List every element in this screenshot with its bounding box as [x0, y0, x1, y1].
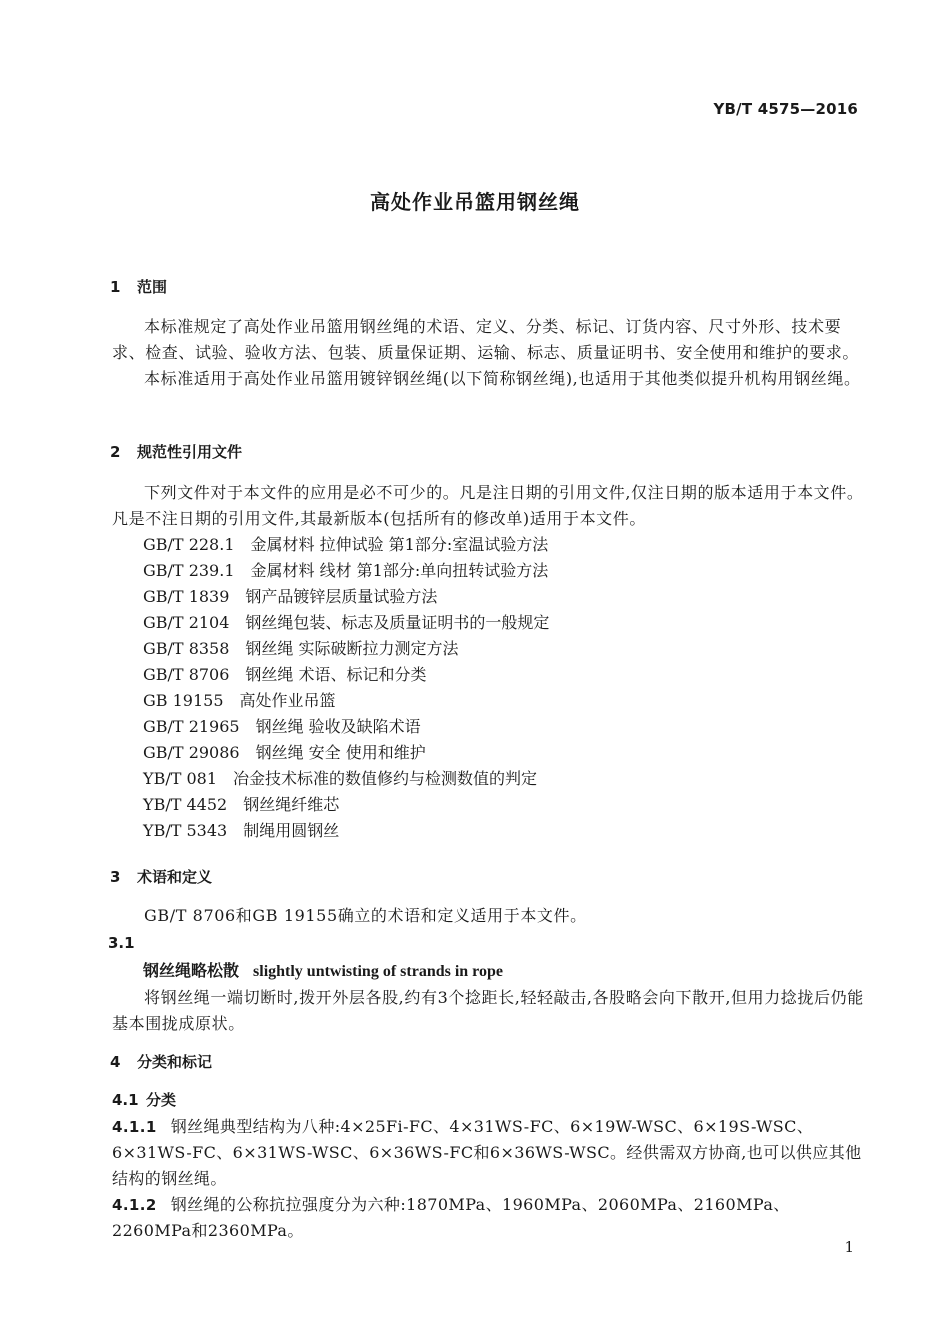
reference-code: GB/T 1839	[143, 587, 230, 606]
reference-title: 冶金技术标准的数值修约与检测数值的判定	[233, 769, 538, 788]
section-2-paragraph-1: 下列文件对于本文件的应用是必不可少的。凡是注日期的引用文件,仅注日期的版本适用于本文件。凡是不注日期的引用文件,其最新版本(包括所有的修改单)适用于本文件。	[112, 483, 864, 528]
normative-reference	[143, 740, 426, 766]
reference-title: 金属材料 拉伸试验 第1部分:室温试验方法	[250, 535, 549, 554]
normative-reference	[143, 558, 548, 584]
reference-title: 钢产品镀锌层质量试验方法	[245, 587, 438, 606]
section-3-paragraph-1: GB/T 8706和GB 19155确立的术语和定义适用于本文件。	[144, 906, 587, 925]
section-title: 范围	[137, 278, 168, 296]
section-title: 规范性引用文件	[137, 443, 243, 461]
section-1-heading	[110, 276, 167, 297]
normative-reference	[143, 584, 437, 610]
section-3-heading	[110, 866, 212, 887]
section-1-paragraph-2: 本标准适用于高处作业吊篮用镀锌钢丝绳(以下简称钢丝绳),也适用于其他类似提升机构用钢丝绳。	[144, 369, 861, 388]
term-definition: 将钢丝绳一端切断时,拨开外层各股,约有3个捻距长,轻轻敲击,各股略会向下散开,但用力捻拢后仍能基本围拢成原状。	[112, 988, 864, 1033]
clause-text: 钢丝绳典型结构为八种:4×25Fi-FC、4×31WS-FC、6×19W-WSC、6×19S-WSC、6×31WS-FC、6×31WS-WSC、6×36WS-FC和6×36WS-WSC。经供需双方协商,也可以供应其他结构的钢丝绳。	[112, 1117, 862, 1188]
section-4-heading	[110, 1051, 212, 1072]
reference-code: GB/T 2104	[143, 613, 230, 632]
normative-reference	[143, 688, 336, 714]
page-number: 1	[844, 1238, 854, 1256]
section-number: 3	[110, 868, 121, 886]
reference-title: 金属材料 线材 第1部分:单向扭转试验方法	[250, 561, 549, 580]
term-chinese: 钢丝绳略松散	[143, 961, 240, 980]
section-title: 术语和定义	[137, 868, 213, 886]
reference-title: 钢丝绳 验收及缺陷术语	[255, 717, 421, 736]
section-number: 2	[110, 443, 121, 461]
term-english: slightly untwisting of strands in rope	[253, 963, 503, 980]
section-number: 4	[110, 1053, 121, 1071]
reference-title: 高处作业吊篮	[239, 691, 336, 710]
clause-title: 分类	[146, 1091, 177, 1109]
reference-code: GB/T 29086	[143, 743, 240, 762]
reference-title: 钢丝绳 术语、标记和分类	[245, 665, 427, 684]
reference-title: 钢丝绳 实际破断拉力测定方法	[245, 639, 459, 658]
section-number: 1	[110, 278, 121, 296]
clause-number: 4.1.2	[112, 1196, 157, 1214]
reference-title: 制绳用圆钢丝	[243, 821, 340, 840]
document-title: 高处作业吊篮用钢丝绳	[370, 190, 580, 214]
normative-reference	[143, 610, 549, 636]
standard-code: YB/T 4575—2016	[713, 100, 858, 118]
reference-title: 钢丝绳包装、标志及质量证明书的一般规定	[245, 613, 550, 632]
clause-4-1-heading	[112, 1089, 176, 1110]
clause-4-1-1	[112, 1114, 864, 1192]
reference-code: GB/T 8358	[143, 639, 230, 658]
normative-reference	[143, 792, 339, 818]
section-1-paragraph-1: 本标准规定了高处作业吊篮用钢丝绳的术语、定义、分类、标记、订货内容、尺寸外形、技术要求、检查、试验、验收方法、包装、质量保证期、运输、标志、质量证明书、安全使用和维护的要求。	[112, 317, 860, 362]
term-entry	[143, 958, 503, 981]
section-title: 分类和标记	[137, 1053, 213, 1071]
reference-code: YB/T 4452	[143, 795, 228, 814]
normative-reference	[143, 662, 427, 688]
reference-code: YB/T 081	[143, 769, 218, 788]
normative-reference	[143, 532, 548, 558]
clause-number: 4.1.1	[112, 1118, 157, 1136]
clause-text: 钢丝绳的公称抗拉强度分为六种:1870MPa、1960MPa、2060MPa、2160MPa、2260MPa和2360MPa。	[112, 1195, 790, 1240]
reference-title: 钢丝绳纤维芯	[243, 795, 340, 814]
clause-3-1-number: 3.1	[108, 934, 135, 952]
normative-reference	[143, 766, 537, 792]
clause-number: 4.1	[112, 1091, 139, 1109]
section-2-heading	[110, 441, 242, 462]
reference-code: GB/T 228.1	[143, 535, 235, 554]
reference-code: GB 19155	[143, 691, 224, 710]
normative-reference	[143, 714, 421, 740]
normative-reference	[143, 636, 459, 662]
reference-title: 钢丝绳 安全 使用和维护	[255, 743, 426, 762]
normative-reference	[143, 818, 339, 844]
reference-code: GB/T 239.1	[143, 561, 235, 580]
reference-code: GB/T 21965	[143, 717, 240, 736]
reference-code: YB/T 5343	[143, 821, 228, 840]
reference-code: GB/T 8706	[143, 665, 230, 684]
clause-4-1-2	[112, 1192, 864, 1244]
